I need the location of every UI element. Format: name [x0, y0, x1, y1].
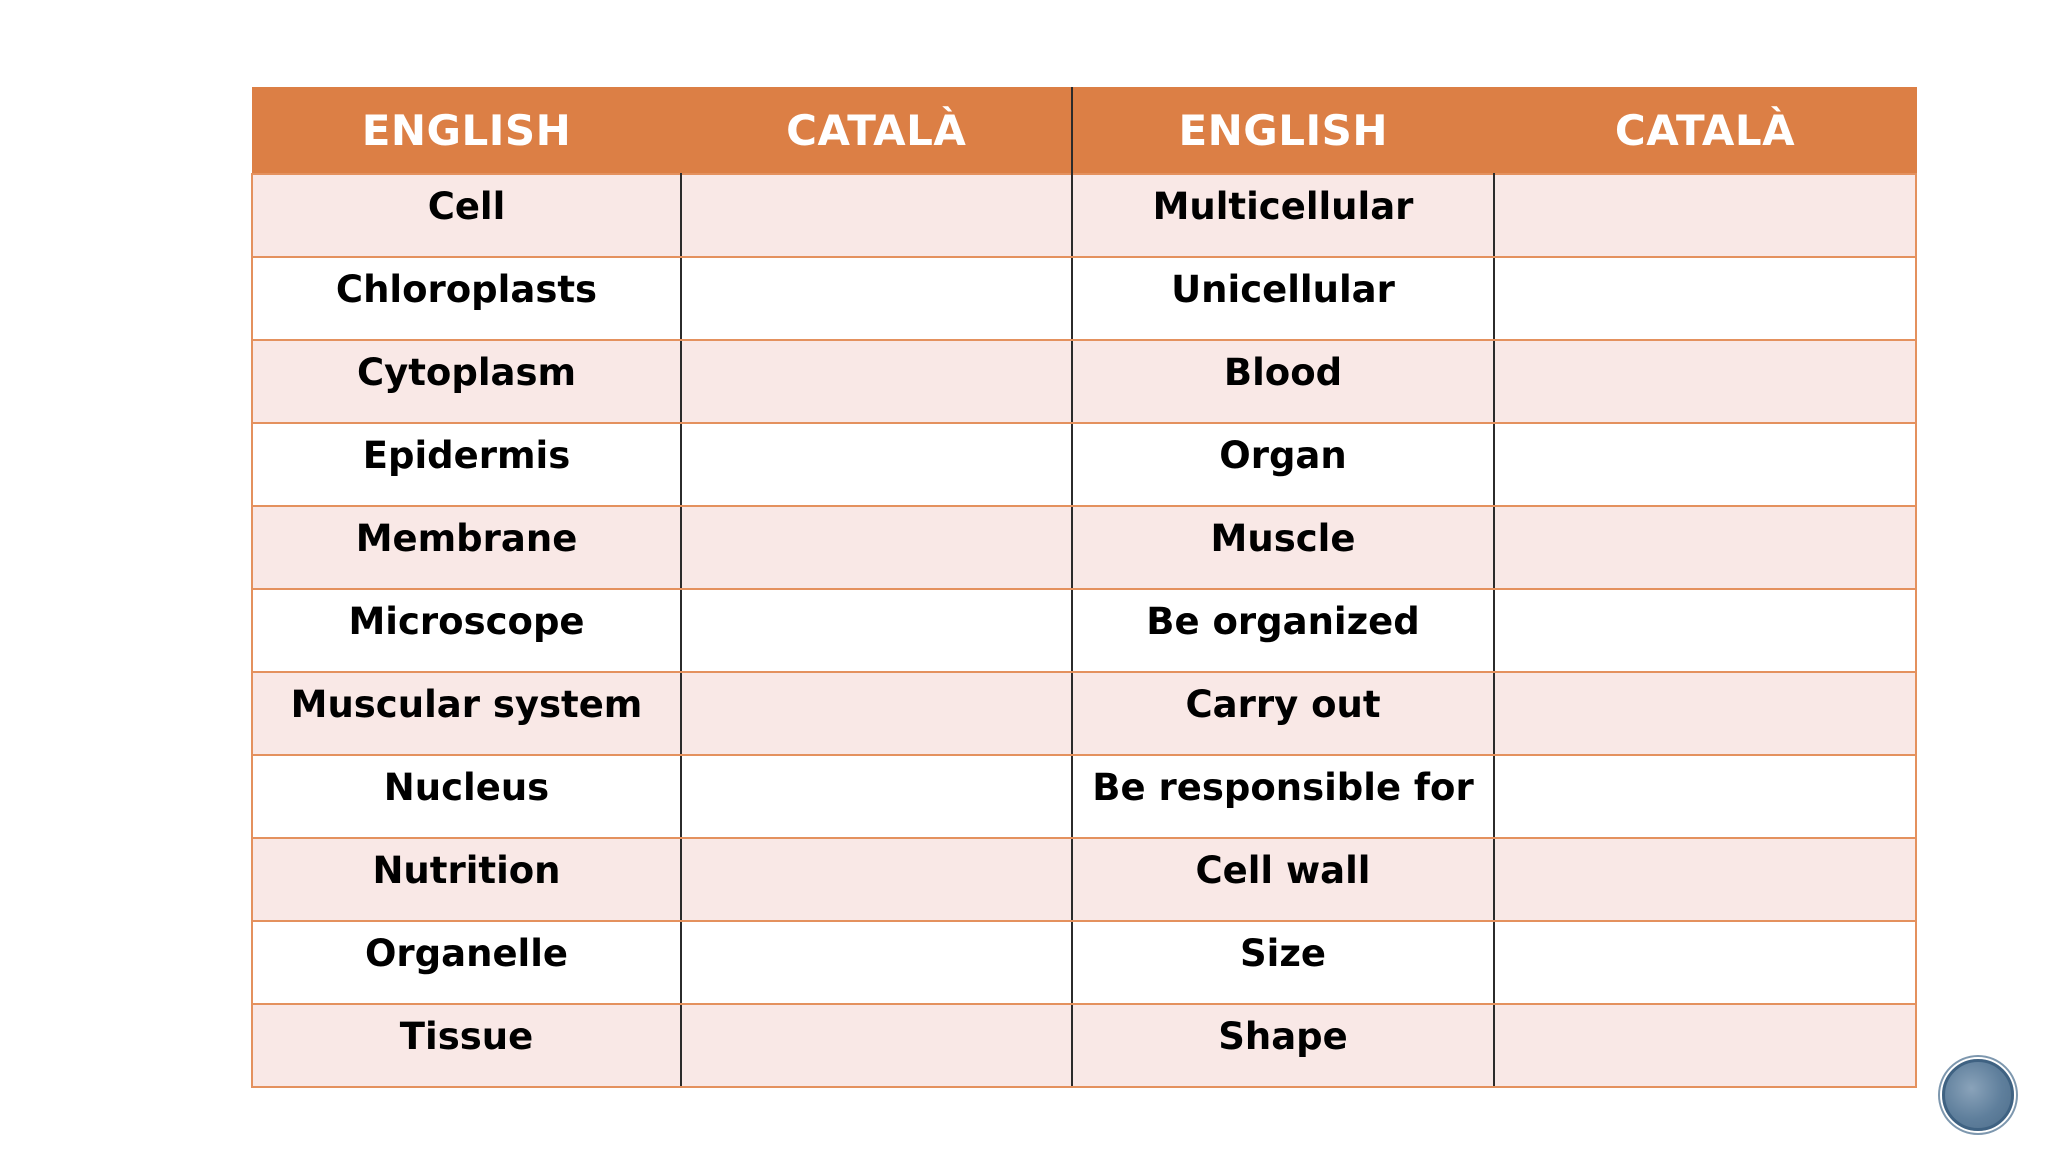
catala-answer-cell[interactable] — [681, 589, 1072, 672]
catala-answer-cell[interactable] — [1494, 672, 1916, 755]
vocabulary-table — [251, 87, 1917, 1088]
catala-answer-cell[interactable] — [1494, 1004, 1916, 1087]
circle-navigation-icon[interactable] — [1942, 1059, 2014, 1131]
table-row — [252, 506, 1916, 589]
table-row — [252, 1004, 1916, 1087]
english-term-cell: Carry out — [1072, 672, 1494, 755]
table-row — [252, 838, 1916, 921]
catala-answer-cell[interactable] — [681, 423, 1072, 506]
english-term-cell: Cell wall — [1072, 838, 1494, 921]
table-row — [252, 672, 1916, 755]
english-term-cell: Size — [1072, 921, 1494, 1004]
english-term-cell: Organelle — [252, 921, 681, 1004]
english-term-cell: Be organized — [1072, 589, 1494, 672]
catala-answer-cell[interactable] — [681, 340, 1072, 423]
english-term-cell: Organ — [1072, 423, 1494, 506]
catala-answer-cell[interactable] — [681, 672, 1072, 755]
catala-answer-cell[interactable] — [681, 755, 1072, 838]
catala-answer-cell[interactable] — [681, 1004, 1072, 1087]
header-catala-1: CATALÀ — [681, 88, 1072, 175]
table-row — [252, 921, 1916, 1004]
table-row — [252, 174, 1916, 257]
catala-answer-cell[interactable] — [1494, 755, 1916, 838]
english-term-cell: Shape — [1072, 1004, 1494, 1087]
catala-answer-cell[interactable] — [1494, 589, 1916, 672]
english-term-cell: Nucleus — [252, 755, 681, 838]
english-term-cell: Chloroplasts — [252, 257, 681, 340]
english-term-cell: Blood — [1072, 340, 1494, 423]
header-english-2: ENGLISH — [1072, 88, 1494, 175]
catala-answer-cell[interactable] — [1494, 423, 1916, 506]
english-term-cell: Unicellular — [1072, 257, 1494, 340]
english-term-cell: Be responsible for — [1072, 755, 1494, 838]
catala-answer-cell[interactable] — [1494, 257, 1916, 340]
table-row — [252, 257, 1916, 340]
english-term-cell: Tissue — [252, 1004, 681, 1087]
catala-answer-cell[interactable] — [681, 506, 1072, 589]
english-term-cell: Cytoplasm — [252, 340, 681, 423]
english-term-cell: Epidermis — [252, 423, 681, 506]
english-term-cell: Muscle — [1072, 506, 1494, 589]
table-header-row — [252, 88, 1916, 175]
table-row — [252, 423, 1916, 506]
english-term-cell: Membrane — [252, 506, 681, 589]
catala-answer-cell[interactable] — [681, 174, 1072, 257]
header-catala-2: CATALÀ — [1494, 88, 1916, 175]
header-english-1: ENGLISH — [252, 88, 681, 175]
catala-answer-cell[interactable] — [681, 257, 1072, 340]
catala-answer-cell[interactable] — [1494, 340, 1916, 423]
english-term-cell: Microscope — [252, 589, 681, 672]
table-row — [252, 589, 1916, 672]
english-term-cell: Muscular system — [252, 672, 681, 755]
catala-answer-cell[interactable] — [1494, 838, 1916, 921]
catala-answer-cell[interactable] — [681, 921, 1072, 1004]
catala-answer-cell[interactable] — [1494, 506, 1916, 589]
catala-answer-cell[interactable] — [681, 838, 1072, 921]
table-row — [252, 340, 1916, 423]
table-row — [252, 755, 1916, 838]
english-term-cell: Multicellular — [1072, 174, 1494, 257]
english-term-cell: Cell — [252, 174, 681, 257]
english-term-cell: Nutrition — [252, 838, 681, 921]
catala-answer-cell[interactable] — [1494, 174, 1916, 257]
catala-answer-cell[interactable] — [1494, 921, 1916, 1004]
